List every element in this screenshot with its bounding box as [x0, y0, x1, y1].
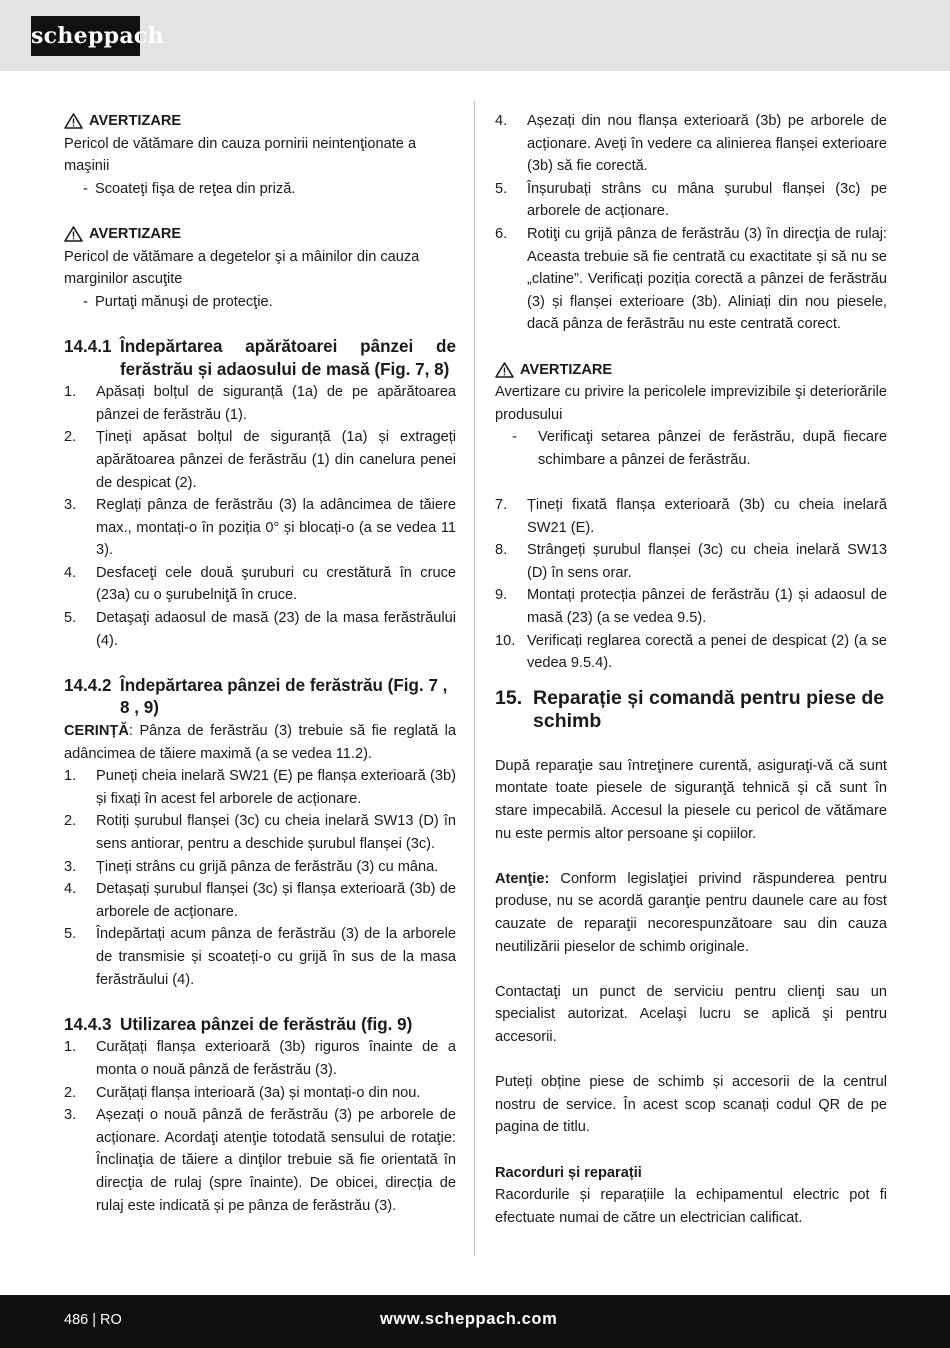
list-item: 8. Strângeți șurubul flanșei (3c) cu cheia inelară SW13 (D) în sens orar. — [495, 542, 887, 581]
attention-paragraph: Atenţie: Conform legislaţiei privind răspunderea pentru produse, nu se acordă garanţie pentru daunele care au fost cauzate de reparaţii necorespunzătoare sau din cauza neutilizării pieselor de schimb originale. — [495, 870, 887, 955]
paragraph: Racordurile și reparațiile la echipamentul electric pot fi efectuate numai de către un electrician calificat. — [495, 1187, 887, 1226]
chapter-heading: 15. Reparație și comandă pentru piese de schimb — [495, 686, 885, 732]
list-item: 2. Rotiți șurubul flanșei (3c) cu cheia inelară SW13 (D) în sens antiorar, pentru a deschide șurubul flanșei (3c). — [64, 813, 456, 852]
list-item: 3. Reglați pânza de ferăstrău (3) la adâncimea de tăiere max., montați-o în poziția 0° și blocați-o (a se vedea 11 3). — [64, 497, 456, 559]
warning-text: Pericol de vătămare din cauza pornirii neintenţionate a maşinii — [64, 135, 417, 175]
subheading: Racorduri și reparații — [495, 1164, 642, 1181]
list-item: 4. Detașați șurubul flanșei (3c) și flanșa exterioară (3b) de arborele de acționare. — [64, 881, 456, 920]
steps-list-14-4-3 — [64, 1036, 456, 1217]
paragraph: Puteți obține piese de schimb și accesorii de la centrul nostru de service. În acest scop scanați codul QR de pe pagina de titlu. — [495, 1074, 887, 1136]
warning-action: Purtaţi mănuşi de protecţie. — [95, 293, 273, 310]
paragraph: Contactaţi un punct de serviciu pentru clienţi sau un specialist autorizat. Acelaşi lucru se aplică şi pentru accesorii. — [495, 983, 887, 1045]
column-divider — [474, 101, 475, 1256]
paragraph: După reparaţie sau întreţinere curentă, asiguraţi-vă că sunt montate toate piesele de siguranţă tehnică şi că sunt în stare impecabilă. Accesul la piesele cu pericol de vătămare nu este permis altor persoane şi copiilor. — [495, 757, 887, 842]
warning-title: AVERTIZARE — [520, 361, 613, 378]
right-column — [495, 110, 887, 1229]
list-item: 1. Puneți cheia inelară SW21 (E) pe flanșa exterioară (3b) și fixați în acest fel arborele de acționare. — [64, 768, 456, 807]
warning-icon — [64, 226, 83, 242]
warning-title: AVERTIZARE — [89, 113, 182, 129]
list-item: 1. Curățați flanșa exterioară (3b) riguros înainte de a monta o nouă pânză de ferăstrău (3). — [64, 1039, 456, 1078]
warning-icon — [64, 113, 83, 129]
steps-list-continued — [495, 110, 887, 336]
header-bar — [0, 0, 950, 71]
warning-text: Pericol de vătămare a degetelor şi a mâinilor din cauza marginilor ascuţite — [64, 248, 420, 288]
footer-bar — [0, 1295, 950, 1348]
list-item: 9. Montați protecția pânzei de ferăstrău (1) și adaosul de masă (23) (a se vedea 9.5). — [495, 587, 887, 627]
list-item: 10. Verificați reglarea corectă a penei de despicat (2) (a se vedea 9.5.4). — [495, 632, 887, 672]
warning-block-2: AVERTIZARE Pericol de vătămare a degetelor şi a mâinilor din cauza marginilor ascuţite - Purtaţi mănuşi de protecţie. — [64, 223, 456, 313]
list-item: 3. Așezați o nouă pânză de ferăstrău (3) pe arborele de acționare. Acordaţi atenţie totodată sensului de rotaţie: Înclinaţia de tăiere a dinţilor trebuie să fie orientată în direcţia de rulaj (spre înainte). De obicei, direcția de rulaj este indicată și pe pânza de ferăstrău (3). — [64, 1107, 456, 1214]
warning-block-3: AVERTIZARE Avertizare cu privire la pericolele imprevizibile şi deteriorările produsului - Verificaţi setarea pânzei de ferăstrău, după fiecare schimbare a pânzei de ferăstrău. — [495, 359, 887, 472]
list-item: 3. Țineți strâns cu grijă pânza de ferăstrău (3) cu mâna. — [64, 858, 439, 875]
list-item: 2. Țineți apăsat bolțul de siguranță (1a) și extrageți apărătoarea pânzei de ferăstrău (1) din canelura penei de despicat (2). — [64, 429, 456, 491]
list-item: 2. Curățați flanșa interioară (3a) și montați-o din nou. — [64, 1084, 421, 1101]
steps-list-final — [495, 494, 887, 675]
list-item: 4. Așezați din nou flanșa exterioară (3b) pe arborele de acționare. Aveți în vedere ca alinierea flanșei exterioare (3b) să fie corectă. — [495, 113, 887, 175]
list-item: 5. Înșurubați strâns cu mâna șurubul flanșei (3c) pe arborele de acționare. — [495, 180, 887, 220]
list-item: 1. Apăsați bolțul de siguranță (1a) de pe apărătoarea pânzei de ferăstrău (1). — [64, 384, 456, 423]
warning-action: Scoateţi fişa de reţea din priză. — [95, 180, 296, 197]
list-item: 6. Rotiţi cu grijă pânza de ferăstrău (3) în direcţia de rulaj: Aceasta trebuie să fie centrată cu exactitate și să nu se „clatine”. Verificați poziția corectă a pânzei de ferăstrău (3) și flanșei exterioare (3b). Aliniați din nou piesele, dacă pânza de ferăstrău nu este centrată corect. — [495, 225, 887, 333]
requirement-text: CERINȚĂ: Pânza de ferăstrău (3) trebuie să fie reglată la adâncimea de tăiere maximă (a se vedea 11.2). — [64, 723, 456, 762]
page-number: 486 | RO — [64, 1312, 122, 1328]
website-link[interactable]: www.scheppach.com — [380, 1310, 558, 1328]
steps-list-14-4-2 — [64, 765, 456, 991]
section-heading-14-4-3: 14.4.3 Utilizarea pânzei de ferăstrău (fig. 9) — [64, 1014, 413, 1034]
section-heading-14-4-1: 14.4.1 Îndepărtarea apărătoarei pânzei de ferăstrău și adaosului de masă (Fig. 7, 8) — [64, 336, 456, 379]
steps-list-14-4-1 — [64, 381, 456, 652]
list-item: 4. Desfaceţi cele două şuruburi cu crestătură în cruce (23a) cu o şurubelniţă în cruce. — [64, 564, 456, 604]
warning-text: Avertizare cu privire la pericolele imprevizibile şi deteriorările produsului — [495, 384, 887, 423]
list-item: 5. Îndepărtați acum pânza de ferăstrău (3) de la arborele de transmisie și scoateți-o cu grijă în sus de la masa ferăstrăului (4). — [64, 926, 456, 988]
warning-block-1: AVERTIZARE Pericol de vătămare din cauza pornirii neintenţionate a maşinii - Scoateţi fişa de reţea din priză. — [64, 110, 456, 200]
list-item: 5. Detaşaţi adaosul de masă (23) de la masa ferăstrăului (4). — [64, 610, 456, 649]
warning-action: Verificaţi setarea pânzei de ferăstrău, după fiecare schimbare a pânzei de ferăstrău. — [538, 429, 887, 468]
list-item: 7. Țineți fixată flanșa exterioară (3b) cu cheia inelară SW21 (E). — [495, 497, 887, 536]
left-column — [64, 110, 456, 1217]
warning-icon — [495, 362, 514, 378]
warning-title: AVERTIZARE — [89, 225, 182, 242]
brand-logo: scheppach — [31, 16, 140, 56]
section-heading-14-4-2: 14.4.2 Îndepărtarea pânzei de ferăstrău (Fig. 7 , 8 , 9) — [64, 675, 448, 718]
